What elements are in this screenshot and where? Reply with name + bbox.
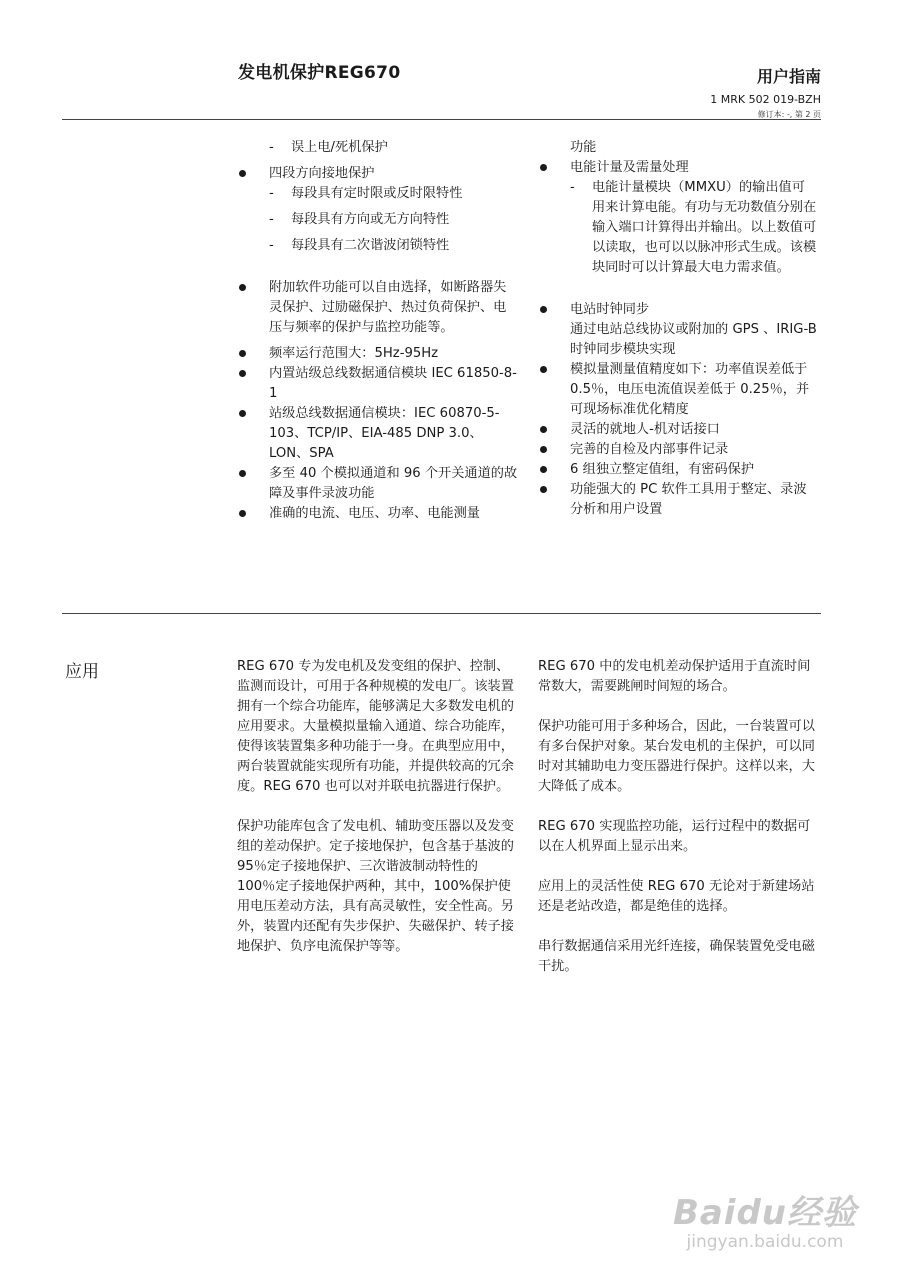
list-item: 功能强大的 PC 软件工具用于整定、录波分析和用户设置 [538, 480, 818, 520]
list-item: 6 组独立整定值组，有密码保护 [538, 460, 818, 480]
paragraph: REG 670 中的发电机差动保护适用于直流时间常数大，需要跳闸时间短的场合。 [538, 659, 811, 694]
list-item: 频率运行范围大：5Hz-95Hz [237, 344, 519, 364]
paragraph: 串行数据通信采用光纤连接，确保装置免受电磁干扰。 [538, 939, 815, 974]
application-right-column [538, 657, 820, 997]
list-item: - 每段具有定时限或反时限特性 [237, 184, 519, 204]
list-item: - 每段具有二次谐波闭锁特性 [237, 236, 519, 256]
list-item: - 误上电/死机保护 [237, 138, 519, 158]
list-item: 站级总线数据通信模块：IEC 60870-5-103、TCP/IP、EIA-485 DNP 3.0、 LON、SPA [237, 404, 519, 464]
guide-title: 用户指南 [756, 67, 821, 86]
baidu-logo: Baidu经验 [672, 1193, 857, 1233]
watermark-url: jingyan.baidu.com [686, 1232, 844, 1252]
paragraph: REG 670 实现监控功能，运行过程中的数据可以在人机界面上显示出来。 [538, 819, 811, 854]
section-heading: 应用 [65, 662, 99, 682]
list-item: 多至 40 个模拟通道和 96 个开关通道的故障及事件录波功能 [237, 464, 519, 504]
list-item: 内置站级总线数据通信模块 IEC 61850-8-1 [237, 364, 519, 404]
paragraph: REG 670 专为发电机及发变组的保护、控制、监测而设计，可用于各种规模的发电厂。该装置拥有一个综合功能库，能够满足大多数发电机的应用要求。大量模拟量输入通道、综合功能库，使得该装置集多种功能于一身。在典型应用中，两台装置就能实现所有功能，并提供较高的冗余度。REG 670 也可以对并联电抗器进行保护。 [237, 659, 514, 794]
list-item: 准确的电流、电压、功率、电能测量 [237, 504, 519, 524]
list-item: 功能 [570, 140, 597, 155]
list-item: 通过电站总线协议或附加的 GPS 、IRIG-B 时钟同步模块实现 [570, 322, 817, 357]
header-right [710, 64, 821, 120]
document-code: 1 MRK 502 019-BZH [710, 93, 821, 106]
list-item: 电站时钟同步 [538, 300, 818, 320]
list-item: 模拟量测量值精度如下：功率值误差低于 0.5％，电压电流值误差低于 0.25％，并可现场标准优化精度 [538, 360, 818, 420]
list-item: 完善的自检及内部事件记录 [538, 440, 818, 460]
document-title: 发电机保护REG670 [238, 63, 401, 83]
features-right-column [538, 138, 818, 520]
features-left-column [237, 138, 519, 524]
baidu-watermark [673, 1185, 857, 1252]
list-item: 四段方向接地保护 [237, 164, 519, 184]
paragraph: 应用上的灵活性使 REG 670 无论对于新建场站还是老站改造，都是绝佳的选择。 [538, 879, 815, 914]
application-left-column [237, 657, 519, 977]
list-item: - 电能计量模块（MMXU）的输出值可用来计算电能。有功与无功数值分别在输入端口计算得出并输出。以上数值可以读取，也可以以脉冲形式生成。该模块同时可以计算最大电力需求值。 [538, 178, 818, 278]
list-item: 电能计量及需量处理 [538, 158, 818, 178]
list-item: - 每段具有方向或无方向特性 [237, 210, 519, 230]
list-item: 灵活的就地人-机对话接口 [538, 420, 818, 440]
header-divider [62, 119, 821, 120]
paragraph: 保护功能库包含了发电机、辅助变压器以及发变组的差动保护。定子接地保护，包含基于基波的 95％定子接地保护、三次谐波制动特性的 100％定子接地保护两种，其中，100%保护使用电压差动方法，具有高灵敏性，安全性高。另外，装置内还配有失步保护、失磁保护、转子接地保护、负序电流保护等等。 [237, 819, 514, 954]
paragraph: 保护功能可用于多种场合，因此，一台装置可以有多台保护对象。某台发电机的主保护，可以同时对其辅助电力变压器进行保护。这样以来，大大降低了成本。 [538, 719, 815, 794]
section-divider [62, 613, 821, 614]
revision-info: 修订本: -, 第 2 页 [757, 110, 821, 119]
list-item: 附加软件功能可以自由选择，如断路器失灵保护、过励磁保护、热过负荷保护、电压与频率的保护与监控功能等。 [237, 278, 519, 338]
